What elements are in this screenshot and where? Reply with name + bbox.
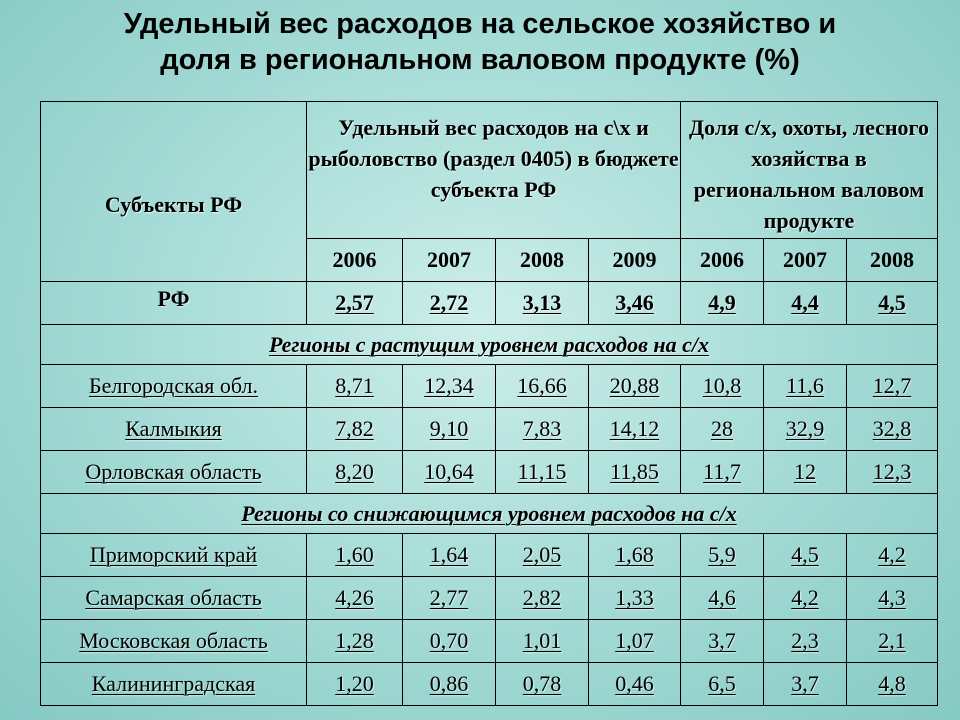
cell-value: 2,72 — [403, 282, 496, 325]
year-header: 2008 — [847, 239, 938, 282]
cell-value: 2,05 — [496, 534, 589, 577]
cell-value: 2,3 — [764, 620, 847, 663]
cell-value: 11,7 — [681, 451, 764, 494]
cell-value: 3,7 — [764, 663, 847, 706]
cell-value: 1,60 — [307, 534, 403, 577]
cell-value: 4,3 — [847, 577, 938, 620]
header-row — [41, 102, 938, 239]
cell-value: 14,12 — [589, 408, 681, 451]
cell-value: 3,7 — [681, 620, 764, 663]
cell-value: 0,78 — [496, 663, 589, 706]
cell-value: 4,2 — [847, 534, 938, 577]
year-header: 2006 — [681, 239, 764, 282]
cell-value: 1,01 — [496, 620, 589, 663]
table-row — [41, 577, 938, 620]
row-name: Белгородская обл. — [41, 365, 307, 408]
cell-value: 12,34 — [403, 365, 496, 408]
group-row — [41, 494, 938, 534]
cell-value: 9,10 — [403, 408, 496, 451]
cell-value: 4,4 — [764, 282, 847, 325]
cell-value: 11,15 — [496, 451, 589, 494]
cell-value: 1,64 — [403, 534, 496, 577]
cell-value: 2,57 — [307, 282, 403, 325]
row-name: Самарская область — [41, 577, 307, 620]
cell-value: 2,82 — [496, 577, 589, 620]
cell-value: 4,2 — [764, 577, 847, 620]
group-row — [41, 325, 938, 365]
year-header: 2006 — [307, 239, 403, 282]
cell-value: 10,8 — [681, 365, 764, 408]
year-header: 2008 — [496, 239, 589, 282]
header-subjects: Субъекты РФ — [41, 102, 307, 282]
cell-value: 12,3 — [847, 451, 938, 494]
cell-value: 7,83 — [496, 408, 589, 451]
cell-value: 11,6 — [764, 365, 847, 408]
cell-value: 32,9 — [764, 408, 847, 451]
cell-value: 4,26 — [307, 577, 403, 620]
row-name: РФ — [41, 282, 307, 325]
header-grp-share: Доля с/х, охоты, лесного хозяйства в региональном валовом продукте — [681, 102, 938, 239]
row-name: Московская область — [41, 620, 307, 663]
cell-value: 2,1 — [847, 620, 938, 663]
group-label: Регионы со снижающимся уровнем расходов на с/х — [41, 494, 938, 534]
year-header: 2007 — [403, 239, 496, 282]
year-header: 2007 — [764, 239, 847, 282]
table-row — [41, 408, 938, 451]
table-row — [41, 663, 938, 706]
cell-value: 10,64 — [403, 451, 496, 494]
year-header: 2009 — [589, 239, 681, 282]
row-name: Калининградская — [41, 663, 307, 706]
cell-value: 3,13 — [496, 282, 589, 325]
rf-row — [41, 282, 938, 325]
cell-value: 32,8 — [847, 408, 938, 451]
row-name: Приморский край — [41, 534, 307, 577]
cell-value: 4,5 — [764, 534, 847, 577]
cell-value: 4,6 — [681, 577, 764, 620]
cell-value: 11,85 — [589, 451, 681, 494]
cell-value: 2,77 — [403, 577, 496, 620]
table-row — [41, 620, 938, 663]
cell-value: 16,66 — [496, 365, 589, 408]
cell-value: 0,46 — [589, 663, 681, 706]
slide-title — [0, 6, 960, 78]
cell-value: 1,33 — [589, 577, 681, 620]
cell-value: 1,68 — [589, 534, 681, 577]
table-row — [41, 451, 938, 494]
cell-value: 0,70 — [403, 620, 496, 663]
cell-value: 4,9 — [681, 282, 764, 325]
header-budget-share: Удельный вес расходов на с\х и рыболовство (раздел 0405) в бюджете субъекта РФ — [307, 102, 681, 239]
cell-value: 5,9 — [681, 534, 764, 577]
cell-value: 6,5 — [681, 663, 764, 706]
cell-value: 12,7 — [847, 365, 938, 408]
table-row — [41, 534, 938, 577]
cell-value: 0,86 — [403, 663, 496, 706]
table-row — [41, 365, 938, 408]
cell-value: 12 — [764, 451, 847, 494]
cell-value: 4,5 — [847, 282, 938, 325]
row-name: Орловская область — [41, 451, 307, 494]
cell-value: 3,46 — [589, 282, 681, 325]
cell-value: 8,20 — [307, 451, 403, 494]
row-name: Калмыкия — [41, 408, 307, 451]
title-line-1: Удельный вес расходов на сельское хозяйство и — [123, 8, 837, 40]
cell-value: 7,82 — [307, 408, 403, 451]
cell-value: 4,8 — [847, 663, 938, 706]
title-line-2: доля в региональном валовом продукте (%) — [160, 44, 800, 76]
cell-value: 1,07 — [589, 620, 681, 663]
group-label: Регионы с растущим уровнем расходов на с/х — [41, 325, 938, 365]
cell-value: 1,28 — [307, 620, 403, 663]
expenditure-table — [40, 101, 938, 706]
cell-value: 20,88 — [589, 365, 681, 408]
cell-value: 1,20 — [307, 663, 403, 706]
cell-value: 28 — [681, 408, 764, 451]
cell-value: 8,71 — [307, 365, 403, 408]
